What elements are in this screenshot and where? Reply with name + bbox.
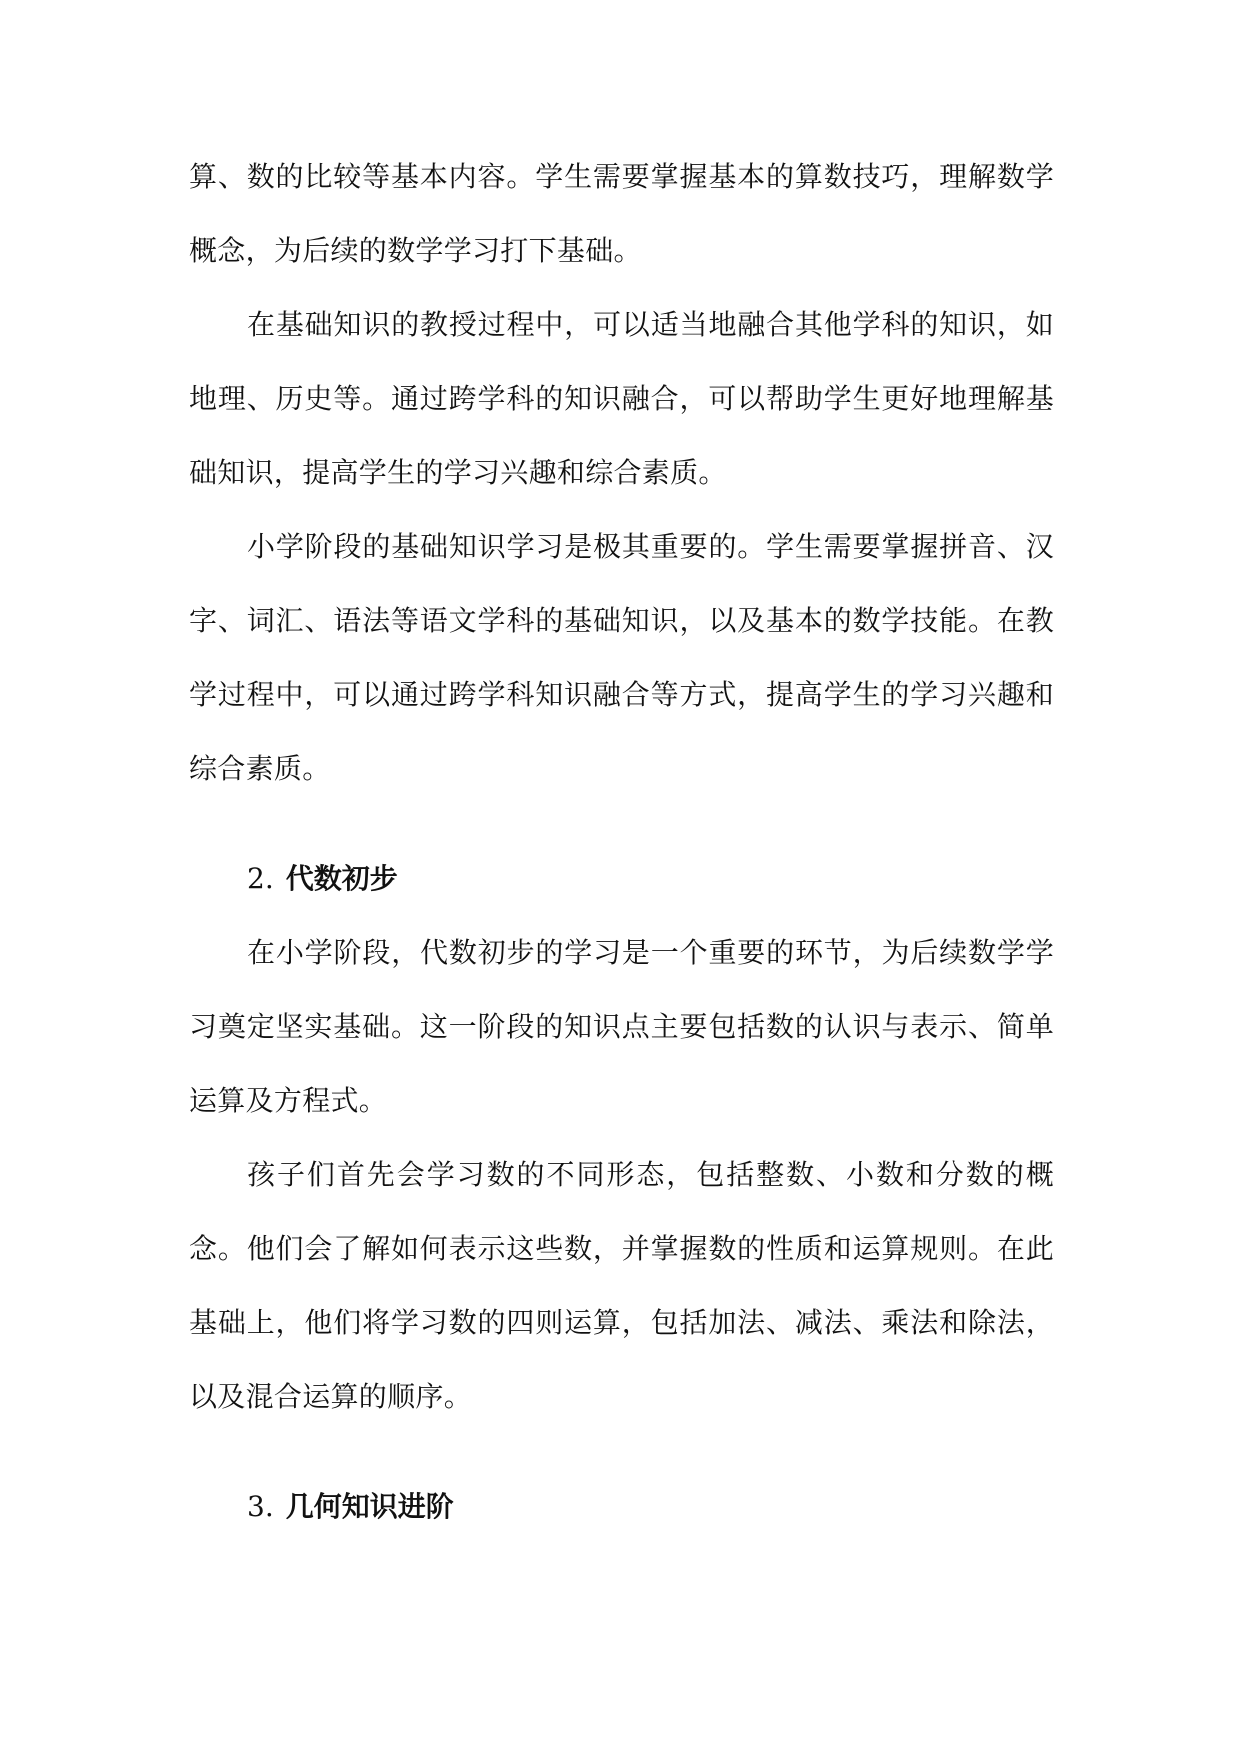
- paragraph-interdisciplinary: 在基础知识的教授过程中，可以适当地融合其他学科的知识，如地理、历史等。通过跨学科的知识融合，可以帮助学生更好地理解基础知识，提高学生的学习兴趣和综合素质。: [189, 308, 1054, 489]
- section-heading-geometry: [189, 1470, 1054, 1544]
- paragraph-continued: 算、数的比较等基本内容。学生需要掌握基本的算数技巧，理解数学概念，为后续的数学学习打下基础。: [189, 160, 1054, 267]
- paragraph-algebra-numbers: 孩子们首先会学习数的不同形态，包括整数、小数和分数的概念。他们会了解如何表示这些数，并掌握数的性质和运算规则。在此基础上，他们将学习数的四则运算，包括加法、减法、乘法和除法，以及混合运算的顺序。: [189, 1158, 1054, 1413]
- section-title: 代数初步: [285, 862, 398, 895]
- document-body: [189, 140, 1054, 1544]
- paragraph-summary: 小学阶段的基础知识学习是极其重要的。学生需要掌握拼音、汉字、词汇、语法等语文学科的基础知识，以及基本的数学技能。在教学过程中，可以通过跨学科知识融合等方式，提高学生的学习兴趣和综合素质。: [189, 530, 1054, 785]
- section-title: 几何知识进阶: [285, 1490, 454, 1523]
- section-number: 2.: [247, 862, 274, 895]
- section-heading-algebra: [189, 842, 1054, 916]
- section-number: 3.: [247, 1490, 274, 1523]
- paragraph-algebra-intro: 在小学阶段，代数初步的学习是一个重要的环节，为后续数学学习奠定坚实基础。这一阶段的知识点主要包括数的认识与表示、简单运算及方程式。: [189, 936, 1054, 1117]
